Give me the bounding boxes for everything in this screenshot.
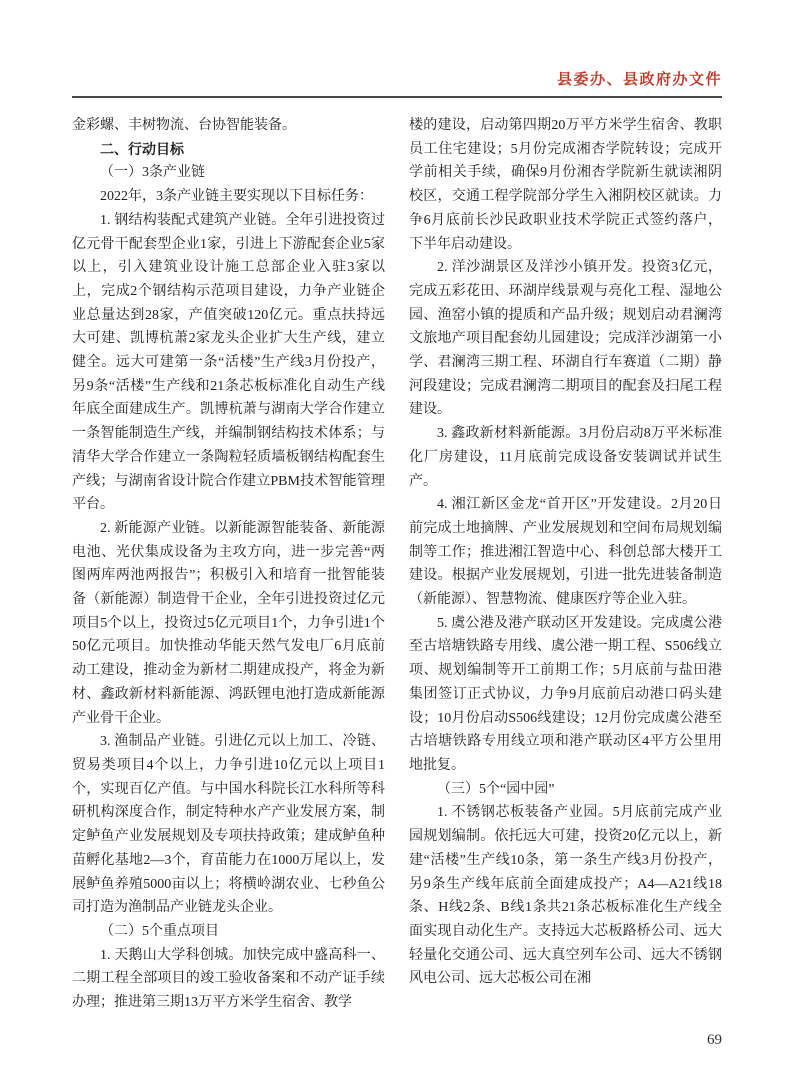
- paragraph: 1. 天鹅山大学科创城。加快完成中盛高科一、二期工程全部项目的竣工验收备案和不动产证手续办理；推进第三期13万平方米学生宿舍、教学: [72, 947, 385, 1011]
- left-column: [72, 114, 385, 1016]
- paragraph: 1. 钢结构装配式建筑产业链。全年引进投资过亿元骨干配套型企业1家，引进上下游配套企业5家以上，引入建筑业设计施工总部企业入驻3家以上，完成2个钢结构示范项目建设，力争产业链企业总量达到28家，产值突破120亿元。重点扶持远大可建、凯博杭萧2家龙头企业扩大生产线，建立健全。远大可建第一条“活楼”生产线3月份投产，另9条“活楼”生产线和21条芯板标准化自动生产线年底全面建成生产。凯博杭萧与湖南大学合作建立一条智能制造生产线，并编制钢结构技术体系；与清华大学合作建立一条陶粒轻质墙板钢结构配套生产线；与湖南省设计院合作建立PBM技术智能管理平台。: [72, 212, 385, 513]
- header-rule: [72, 96, 722, 98]
- page-header: [72, 68, 722, 98]
- paragraph: 楼的建设，启动第四期20万平方米学生宿舍、教职员工住宅建设；5月份完成湘杏学院转设；完成开学前相关手续，确保9月份湘杏学院新生就读湘阴校区，交通工程学院部分学生入湘阴校区就读。力争6月底前长沙民政职业技术学院正式签约落户，下半年启动建设。: [409, 118, 722, 252]
- document-body: [72, 114, 722, 1016]
- sub-heading: （一）3条产业链: [100, 165, 205, 181]
- paragraph: 2. 新能源产业链。以新能源智能装备、新能源电池、光伏集成设备为主攻方向，进一步完善“两图两库两池两报告”；积极引入和培育一批智能装备（新能源）制造骨干企业，全年引进投资过亿元项目5个以上，投资过5亿元项目1个，力争引进1个50亿元项目。加快推动华能天然气发电厂6月底前动工建设，推动金为新材二期建成投产，将金为新材、鑫政新材料新能源、鸿跃锂电池打造成新能源产业骨干企业。: [72, 520, 385, 726]
- sub-heading: （二）5个重点项目: [100, 923, 219, 939]
- right-column: [409, 114, 722, 1016]
- paragraph: 3. 鑫政新材料新能源。3月份启动8万平米标准化厂房建设，11月底前完成设备安装调试并试生产。: [409, 426, 722, 489]
- paragraph: 5. 虞公港及港产联动区开发建设。完成虞公港至古培塘铁路专用线、虞公港一期工程、S506线立项、规划编制等开工前期工作；5月底前与盐田港集团签订正式协议，力争9月底前启动港口码头建设；10月份启动S506线建设；12月份完成虞公港至古培塘铁路专用线立项和港产联动区4平方公里用地批复。: [409, 615, 722, 773]
- header-title: 县委办、县政府办文件: [556, 71, 722, 88]
- section-heading: 二、行动目标: [100, 140, 184, 157]
- sub-heading: （三）5个“园中园”: [437, 781, 555, 797]
- paragraph: 4. 湘江新区金龙“首开区”开发建设。2月20日前完成土地摘牌、产业发展规划和空间布局规划编制等工作；推进湘江智造中心、科创总部大楼开工建设。根据产业发展规划，引进一批先进装备制造（新能源）、智慧物流、健康医疗等企业入驻。: [409, 497, 722, 608]
- paragraph: 3. 渔制品产业链。引进亿元以上加工、冷链、贸易类项目4个以上，力争引进10亿元以上项目1个，实现百亿产值。与中国水科院长江水科所等科研机构深度合作，制定特种水产产业发展方案，制定鲈鱼产业发展规划及专项扶持政策；建成鲈鱼种苗孵化基地2—3个，育苗能力在1000万尾以上，发展鲈鱼养殖5000亩以上；将横岭湖农业、七秒鱼公司打造为渔制品产业链龙头企业。: [72, 734, 385, 916]
- paragraph: 1. 不锈钢芯板装备产业园。5月底前完成产业园规划编制。依托远大可建，投资20亿元以上，新建“活楼”生产线10条，第一条生产线3月份投产，另9条生产线年底前全面建成投产；A4—A21线18条、H线2条、B线1条共21条芯板标准化生产线全面实现自动化生产。支持远大芯板路桥公司、远大轻量化交通公司、远大真空列车公司、远大不锈钢风电公司、远大芯板公司在湘: [409, 805, 722, 987]
- paragraph: 2022年，3条产业链主要实现以下目标任务：: [100, 189, 373, 205]
- paragraph: 金彩螺、丰树物流、台协智能装备。: [72, 118, 296, 133]
- page-number: 69: [707, 1032, 722, 1048]
- paragraph: 2. 洋沙湖景区及洋沙小镇开发。投资3亿元，完成五彩花田、环湖岸线景观与亮化工程、湿地公园、渔窑小镇的提质和产品升级；规划启动君澜湾文旅地产项目配套幼儿园建设；完成洋沙湖第一小学、君澜湾三期工程、环湖自行车赛道（二期）静河段建设；完成君澜湾二期项目的配套及扫尾工程建设。: [409, 260, 722, 418]
